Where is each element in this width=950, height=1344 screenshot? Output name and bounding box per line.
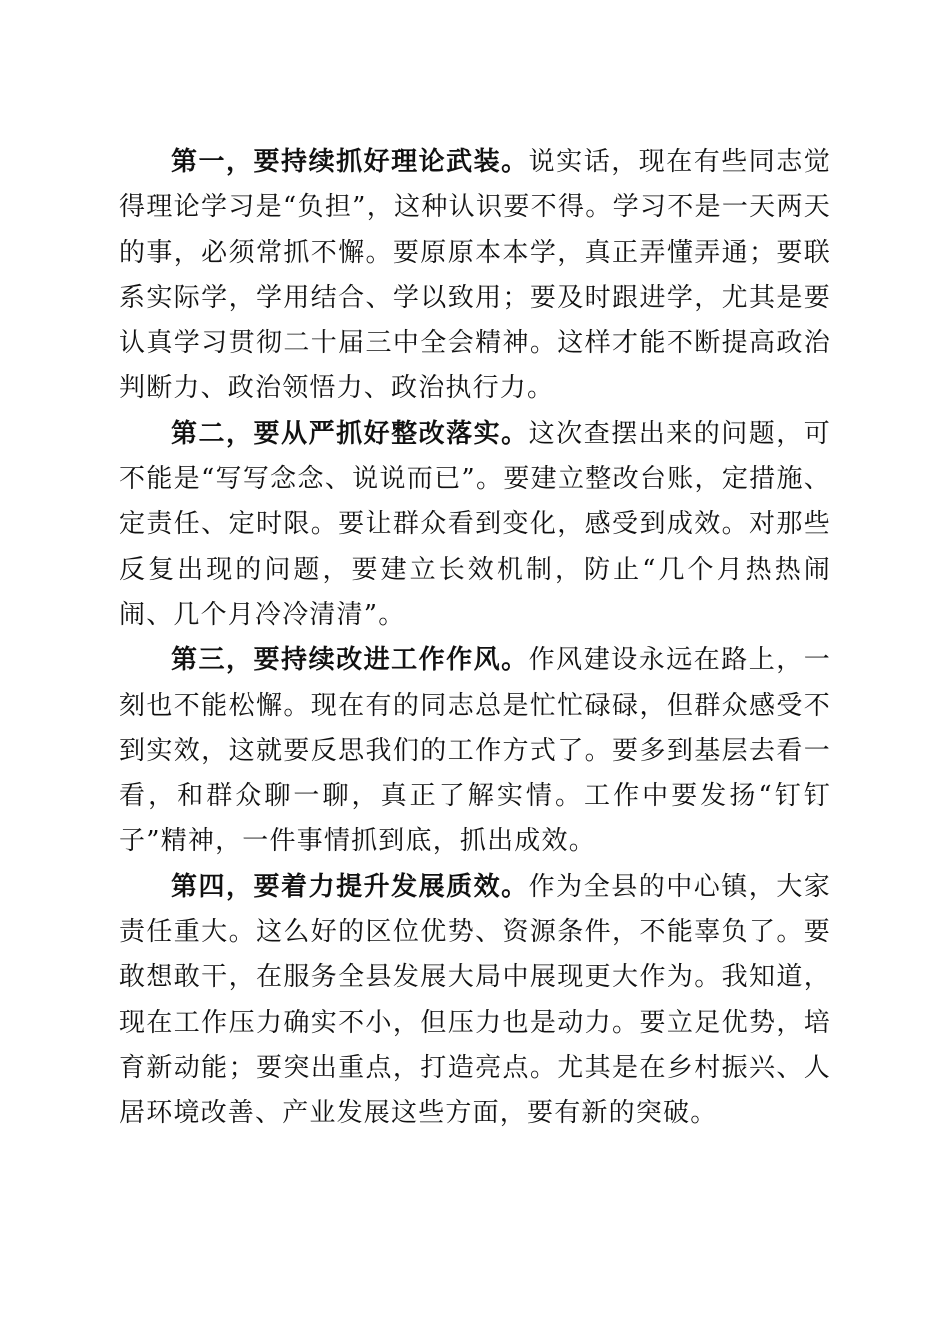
paragraph-1-text: 说实话，现在有些同志觉得理论学习是“负担”，这种认识要不得。学习不是一天两天的事，必须常抓不懈。要原原本本学，真正弄懂弄通；要联系实际学，学用结合、学以致用；要及时跟进学，尤其是要认真学习贯彻二十届三中全会精神。这样才能不断提高政治判断力、政治领悟力、政治执行力。	[119, 147, 831, 404]
paragraph-3-heading: 第三，要持续改进工作作风。	[171, 645, 529, 676]
paragraph-4	[119, 865, 831, 1137]
paragraph-1	[119, 140, 831, 412]
paragraph-3	[119, 638, 831, 864]
paragraph-1-heading: 第一，要持续抓好理论武装。	[171, 147, 529, 177]
paragraph-3-text: 作风建设永远在路上，一刻也不能松懈。现在有的同志总是忙忙碌碌，但群众感受不到实效，这就要反思我们的工作方式了。要多到基层去看一看，和群众聊一聊，真正了解实情。工作中要发扬“钉钉子”精神，一件事情抓到底，抓出成效。	[119, 645, 831, 857]
paragraph-4-text: 作为全县的中心镇，大家责任重大。这么好的区位优势、资源条件，不能辜负了。要敢想敢干，在服务全县发展大局中展现更大作为。我知道，现在工作压力确实不小，但压力也是动力。要立足优势，培育新动能；要突出重点，打造亮点。尤其是在乡村振兴、人居环境改善、产业发展这些方面，要有新的突破。	[119, 871, 831, 1129]
paragraph-4-heading: 第四，要着力提升发展质效。	[171, 871, 529, 902]
document-body	[119, 140, 831, 1137]
paragraph-2	[119, 412, 831, 638]
paragraph-2-heading: 第二，要从严抓好整改落实。	[171, 418, 529, 449]
paragraph-2-text: 这次查摆出来的问题，可不能是“写写念念、说说而已”。要建立整改台账，定措施、定责任、定时限。要让群众看到变化，感受到成效。对那些反复出现的问题，要建立长效机制，防止“几个月热热闹闹、几个月冷冷清清”。	[119, 418, 831, 630]
